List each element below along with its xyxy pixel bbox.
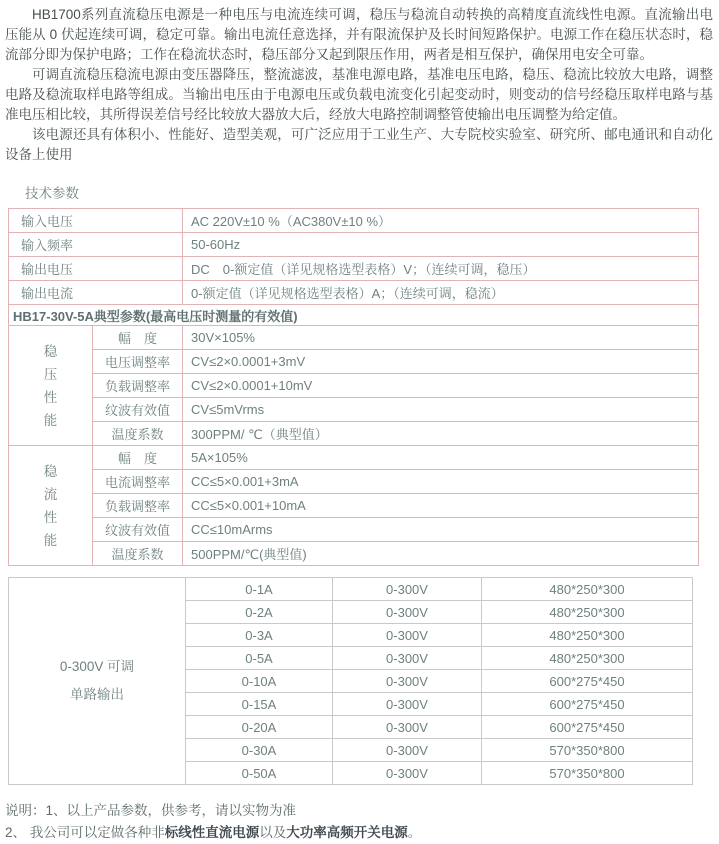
- model-cell-current: 0-3A: [186, 624, 333, 647]
- spec-row-label: 负载调整率: [93, 374, 183, 398]
- model-cell-size: 570*350*800: [482, 739, 693, 762]
- spec-row-label: 温度系数: [93, 542, 183, 566]
- model-cell-voltage: 0-300V: [333, 601, 482, 624]
- model-cell-current: 0-15A: [186, 693, 333, 716]
- model-group-label-line1: 0-300V 可调: [59, 659, 135, 674]
- table-row: [9, 209, 699, 233]
- table-row: [9, 470, 699, 494]
- table-row: [9, 542, 699, 566]
- table-row: [9, 398, 699, 422]
- table-row: [9, 305, 699, 326]
- spec-row-label: 幅 度: [93, 446, 183, 470]
- spec-row-value: CC≤10mArms: [183, 518, 699, 542]
- spec-row-label: 输出电压: [9, 257, 183, 281]
- spec-row-label: 负载调整率: [93, 494, 183, 518]
- intro-paragraph-applications: 该电源还具有体积小、性能好、造型美观，可广泛应用于工业生产、大专院校实验室、研究所、邮电通讯和自动化设备上使用: [5, 127, 713, 162]
- table-row: [9, 578, 693, 601]
- model-cell-voltage: 0-300V: [333, 670, 482, 693]
- typical-params-header: HB17-30V-5A典型参数(最高电压时测量的有效值): [9, 305, 699, 326]
- model-group-label-line2: 单路输出: [70, 687, 124, 702]
- model-cell-size: 600*275*450: [482, 693, 693, 716]
- model-cell-voltage: 0-300V: [333, 762, 482, 785]
- spec-row-label: 输入电压: [9, 209, 183, 233]
- spec-row-label: 幅 度: [93, 326, 183, 350]
- spec-row-value: 500PPM/℃(典型值): [183, 542, 699, 566]
- spec-row-label: 纹波有效值: [93, 398, 183, 422]
- note-line-2: [5, 822, 719, 844]
- note-line-2-mid: 以及: [259, 825, 287, 840]
- model-group-cell: [9, 578, 186, 785]
- model-cell-current: 0-50A: [186, 762, 333, 785]
- table-row: [9, 350, 699, 374]
- spec-row-value: 300PPM/ ℃（典型值）: [183, 422, 699, 446]
- section-title-tech-params: 技术参数: [25, 186, 79, 201]
- model-cell-voltage: 0-300V: [333, 739, 482, 762]
- note-line-2-suffix: 。: [407, 825, 422, 840]
- spec-row-value: CV≤2×0.0001+10mV: [183, 374, 699, 398]
- cc-group-label: 稳流性能: [43, 463, 58, 548]
- model-cell-size: 600*275*450: [482, 716, 693, 739]
- intro-section: [0, 0, 719, 165]
- spec-row-value: 30V×105%: [183, 326, 699, 350]
- model-selection-table: [8, 577, 693, 785]
- spec-row-label: 电流调整率: [93, 470, 183, 494]
- notes-section: [5, 800, 719, 844]
- spec-row-value: 0-额定值（详见规格选型表格）A；（连续可调，稳流）: [183, 281, 699, 305]
- table-row: [9, 233, 699, 257]
- note-line-2-prefix: 2、 我公司可以定做各种非: [5, 825, 165, 840]
- spec-row-value: 50-60Hz: [183, 233, 699, 257]
- model-cell-size: 480*250*300: [482, 647, 693, 670]
- model-cell-current: 0-1A: [186, 578, 333, 601]
- spec-row-value: CC≤5×0.001+3mA: [183, 470, 699, 494]
- table-row: [9, 518, 699, 542]
- model-cell-current: 0-20A: [186, 716, 333, 739]
- note-line-1: 说明：1、以上产品参数，供参考，请以实物为准: [5, 803, 297, 818]
- table-row: [9, 446, 699, 470]
- tech-params-table: [8, 208, 699, 566]
- model-cell-voltage: 0-300V: [333, 716, 482, 739]
- note-line-2-bold-switching: 大功率高频开关电源: [286, 825, 408, 840]
- cv-group-label: 稳压性能: [43, 343, 58, 428]
- intro-paragraph-principle: 可调直流稳压稳流电源由变压器降压，整流滤波，基准电源电路，基准电压电路，稳压、稳流比较放大电路，调整电路及稳流取样电路等组成。当输出电压由于电源电压或负载电流变化引起变动时，则变动的信号经稳压取样电路与基准电压相比较，其所得误差信号经比较放大器放大后，经放大电路控制调整管使输出电压调整为给定值。: [5, 67, 713, 122]
- table-row: [9, 281, 699, 305]
- model-cell-voltage: 0-300V: [333, 578, 482, 601]
- model-cell-current: 0-2A: [186, 601, 333, 624]
- table-row: [9, 422, 699, 446]
- spec-row-label: 输入频率: [9, 233, 183, 257]
- spec-row-value: AC 220V±10 %（AC380V±10 %）: [183, 209, 699, 233]
- model-cell-size: 570*350*800: [482, 762, 693, 785]
- model-cell-voltage: 0-300V: [333, 647, 482, 670]
- table-row: [9, 494, 699, 518]
- model-cell-current: 0-10A: [186, 670, 333, 693]
- table-row: [9, 326, 699, 350]
- cc-performance-group-cell: [9, 446, 93, 566]
- model-cell-size: 480*250*300: [482, 624, 693, 647]
- table-row: [9, 257, 699, 281]
- spec-row-label: 温度系数: [93, 422, 183, 446]
- table-row: [9, 374, 699, 398]
- spec-row-label: 电压调整率: [93, 350, 183, 374]
- model-cell-voltage: 0-300V: [333, 624, 482, 647]
- spec-row-label: 输出电流: [9, 281, 183, 305]
- model-cell-size: 480*250*300: [482, 578, 693, 601]
- spec-row-value: DC 0-额定值（详见规格选型表格）V；（连续可调，稳压）: [183, 257, 699, 281]
- model-cell-size: 480*250*300: [482, 601, 693, 624]
- cv-performance-group-cell: [9, 326, 93, 446]
- model-cell-voltage: 0-300V: [333, 693, 482, 716]
- model-cell-current: 0-5A: [186, 647, 333, 670]
- model-cell-current: 0-30A: [186, 739, 333, 762]
- spec-row-value: CV≤2×0.0001+3mV: [183, 350, 699, 374]
- model-cell-size: 600*275*450: [482, 670, 693, 693]
- spec-row-value: CC≤5×0.001+10mA: [183, 494, 699, 518]
- intro-paragraph-overview: HB1700系列直流稳压电源是一种电压与电流连续可调，稳压与稳流自动转换的高精度直流线性电源。直流输出电压能从 0 伏起连续可调，稳定可靠。输出电流任意选择，并有限流保护及长时间短路保护。电源工作在稳压状态时，稳流部分即为保护电路；工作在稳流状态时，稳压部分又起到限压作用，两者是相互保护，确保用电安全可靠。: [5, 7, 713, 62]
- spec-row-value: CV≤5mVrms: [183, 398, 699, 422]
- spec-row-value: 5A×105%: [183, 446, 699, 470]
- spec-row-label: 纹波有效值: [93, 518, 183, 542]
- note-line-2-bold-linear: 标线性直流电源: [164, 825, 260, 840]
